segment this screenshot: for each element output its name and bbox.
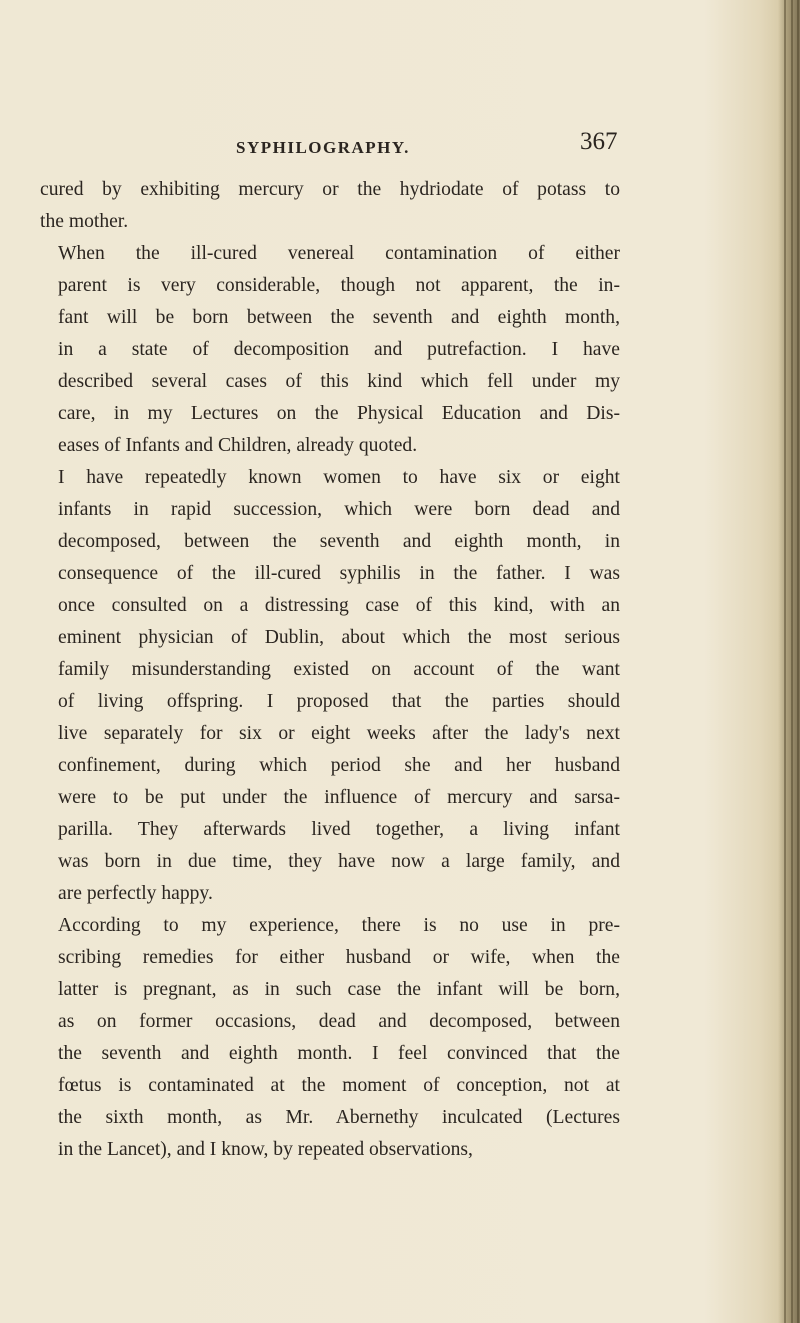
text-line: in the Lancet), and I know, by repeated observations, bbox=[58, 1139, 473, 1160]
text-line: the seventh and eighth month. I feel convinced that the bbox=[58, 1043, 620, 1064]
text-line: as on former occasions, dead and decomposed, between bbox=[58, 1011, 620, 1032]
page-number: 367 bbox=[580, 128, 618, 155]
text-line: decomposed, between the seventh and eighth month, in bbox=[58, 531, 620, 552]
text-line: fœtus is contaminated at the moment of conception, not at bbox=[58, 1075, 620, 1096]
text-line: According to my experience, there is no use in pre- bbox=[58, 915, 620, 936]
text-line: care, in my Lectures on the Physical Education and Dis- bbox=[58, 403, 620, 424]
text-line: family misunderstanding existed on account of the want bbox=[58, 659, 620, 680]
text-line: scribing remedies for either husband or wife, when the bbox=[58, 947, 620, 968]
text-line: were to be put under the influence of mercury and sarsa- bbox=[58, 787, 620, 808]
text-line: fant will be born between the seventh and eighth month, bbox=[58, 307, 620, 328]
text-line: the sixth month, as Mr. Abernethy inculcated (Lectures bbox=[58, 1107, 620, 1128]
running-head: SYPHILOGRAPHY. bbox=[236, 138, 410, 157]
text-line: of living offspring. I proposed that the parties should bbox=[58, 691, 620, 712]
paragraph bbox=[40, 462, 620, 910]
text-line: was born in due time, they have now a large family, and bbox=[58, 851, 620, 872]
text-line: cured by exhibiting mercury or the hydriodate of potass to bbox=[40, 179, 620, 200]
text-line: consequence of the ill-cured syphilis in the father. I was bbox=[58, 563, 620, 584]
paragraph bbox=[40, 174, 620, 238]
paragraph bbox=[40, 238, 620, 462]
text-line: described several cases of this kind which fell under my bbox=[58, 371, 620, 392]
text-line: live separately for six or eight weeks after the lady's next bbox=[58, 723, 620, 744]
paragraph bbox=[40, 910, 620, 1166]
text-line: parent is very considerable, though not apparent, the in- bbox=[58, 275, 620, 296]
body-text bbox=[40, 174, 620, 1166]
page-header bbox=[236, 128, 676, 168]
spine-edge-line bbox=[797, 0, 799, 1323]
text-line: eminent physician of Dublin, about which the most serious bbox=[58, 627, 620, 648]
text-line: are perfectly happy. bbox=[58, 883, 213, 904]
text-line: parilla. They afterwards lived together, a living infant bbox=[58, 819, 620, 840]
spine-edge-line bbox=[791, 0, 793, 1323]
book-spine-shadow bbox=[778, 0, 800, 1323]
text-line: I have repeatedly known women to have six or eight bbox=[58, 467, 620, 488]
text-line: the mother. bbox=[40, 211, 129, 232]
text-line: once consulted on a distressing case of this kind, with an bbox=[58, 595, 620, 616]
text-line: confinement, during which period she and her husband bbox=[58, 755, 620, 776]
text-line: latter is pregnant, as in such case the infant will be born, bbox=[58, 979, 620, 1000]
spine-edge-line bbox=[784, 0, 786, 1323]
text-line: infants in rapid succession, which were born dead and bbox=[58, 499, 620, 520]
text-line: eases of Infants and Children, already quoted. bbox=[58, 435, 418, 456]
text-line: When the ill-cured venereal contamination of either bbox=[58, 243, 620, 264]
text-line: in a state of decomposition and putrefaction. I have bbox=[58, 339, 620, 360]
